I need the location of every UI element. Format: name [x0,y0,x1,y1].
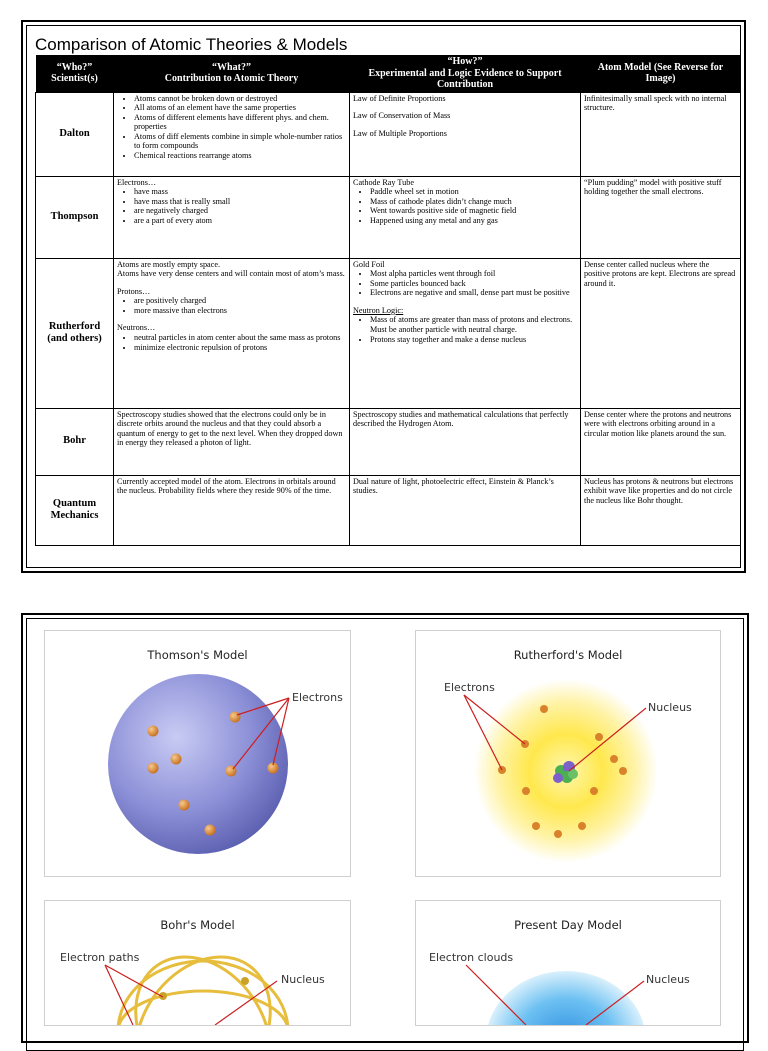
list-item: • are positively charged [134,296,346,306]
scientist-rutherford: Rutherford (and others) [36,258,114,408]
thompson-how: Cathode Ray Tube • Paddle wheel set in motion • Mass of cathode plates didn’t change much • Went towards positive side of magnetic field • Happened using any metal and any gas [350,176,581,258]
rutherford-model: Dense center called nucleus where the positive protons are kept. Electrons are spread around it. [581,258,741,408]
present-model-panel [415,900,721,1026]
list-item: • Most alpha particles went through foil [370,269,577,279]
list-item: • have mass [134,187,346,197]
present-electron-clouds-label: Electron clouds [429,951,514,964]
header-model: Atom Model (See Reverse for Image) [581,55,741,92]
rutherford-model-title: Rutherford's Model [513,648,623,662]
bohr-electron-paths-label: Electron paths [60,951,140,964]
list-item: • Happened using any metal and any gas [370,216,577,226]
list-item: • are a part of every atom [134,216,346,226]
bohr-how: Spectroscopy studies and mathematical calculations that perfectly described the Hydrogen Atom. [350,408,581,475]
electron-dot [179,800,190,811]
page-title: Comparison of Atomic Theories & Models [35,35,348,54]
rutherford-electrons-label: Electrons [444,681,495,694]
thompson-what: Electrons… • have mass • have mass that is really small • are negatively charged • are a part of every atom [114,176,350,258]
electron-dot [619,767,627,775]
list-item: • Electrons are negative and small, dense part must be positive [370,288,577,298]
list-item: • Atoms of different elements have different phys. and chem. properties [134,113,346,132]
present-model-illustration [416,901,720,1025]
table-row [36,176,741,258]
electron-dot [230,712,241,723]
table-row [36,408,741,475]
thomson-model-title: Thomson's Model [147,648,248,662]
table-row [36,258,741,408]
list-item: • Went towards positive side of magnetic field [370,206,577,216]
bohr-model-illustration [45,901,350,1025]
electron-dot [578,822,586,830]
bohr-what: Spectroscopy studies showed that the electrons could only be in discrete orbits around the nucleus and that they could absorb a quantum of energy to get to the next level. When they dropped down in energy they released a photon of light. [114,408,350,475]
positive-sphere [108,674,288,854]
table-row [36,92,741,176]
thompson-model: “Plum pudding” model with positive stuff holding together the small electrons. [581,176,741,258]
header-how: “How?” Experimental and Logic Evidence to Support Contribution [350,55,581,92]
scientist-quantum: Quantum Mechanics [36,475,114,545]
electron-dot [171,754,182,765]
bohr-model-title: Bohr's Model [160,918,235,932]
list-item: • more massive than electrons [134,306,346,316]
list-item: • All atoms of an element have the same properties [134,103,346,113]
electron-dot [595,733,603,741]
scientist-dalton: Dalton [36,92,114,176]
electron-dot [540,705,548,713]
comparison-table [35,55,741,546]
rutherford-model-panel [415,630,721,877]
list-item: • Paddle wheel set in motion [370,187,577,197]
list-item: • are negatively charged [134,206,346,216]
electron-dot [590,787,598,795]
quantum-model: Nucleus has protons & neutrons but electrons exhibit wave like properties and do not circle the nucleus like Bohr thought. [581,475,741,545]
electron-dot [148,726,159,737]
electron-dot [148,763,159,774]
scientist-bohr: Bohr [36,408,114,475]
bohr-model-panel [44,900,351,1026]
quantum-how: Dual nature of light, photoelectric effect, Einstein & Planck’s studies. [350,475,581,545]
thomson-model-panel [44,630,351,877]
electron-dot [532,822,540,830]
table-row [36,475,741,545]
present-model-title: Present Day Model [514,918,622,932]
list-item: • Protons stay together and make a dense nucleus [370,335,577,345]
scientist-thompson: Thompson [36,176,114,258]
electron-dot [610,755,618,763]
bohr-nucleus-label: Nucleus [281,973,325,986]
rutherford-what: Atoms are mostly empty space. Atoms have very dense centers and will contain most of atom’s mass. Protons… • are positively charged • more massive than electrons Neutrons… • neutral particles in atom center about the same mass as protons • minimize electronic repulsion of protons [114,258,350,408]
electron-dot [522,787,530,795]
electron-dot [554,830,562,838]
electron-dot [205,825,216,836]
table-header-row [36,55,741,92]
header-what: “What?” Contribution to Atomic Theory [114,55,350,92]
dalton-what [114,92,350,176]
neutron-logic-heading: Neutron Logic: [353,305,404,315]
dalton-model: Infinitesimally small speck with no internal structure. [581,92,741,176]
list-item: • neutral particles in atom center about the same mass as protons [134,333,346,343]
dalton-how: Law of Definite Proportions Law of Conservation of Mass Law of Multiple Proportions [350,92,581,176]
list-item: • Atoms of diff elements combine in simple whole-number ratios to form compounds [134,132,346,151]
quantum-what: Currently accepted model of the atom. Electrons in orbitals around the nucleus. Probability fields where they reside 90% of the time. [114,475,350,545]
present-nucleus-label: Nucleus [646,973,690,986]
list-item: • minimize electronic repulsion of protons [134,343,346,353]
thomson-model-illustration [45,631,350,876]
list-item: • Mass of atoms are greater than mass of protons and electrons. Must be another particle with neutral charge. [370,315,577,334]
list-item: • have mass that is really small [134,197,346,207]
electron-dot [241,977,249,985]
rutherford-how: Gold Foil • Most alpha particles went through foil • Some particles bounced back • Electrons are negative and small, dense part must be positive Neutron Logic: • Mass of atoms are greater than mass of protons and electrons. Must be another particle with neutral charge. • Protons stay together and make a dense nucleus [350,258,581,408]
list-item: • Atoms cannot be broken down or destroyed [134,94,346,104]
list-item: • Mass of cathode plates didn’t change much [370,197,577,207]
bohr-model: Dense center where the protons and neutrons were with electrons orbiting around in a circular motion like planets around the sun. [581,408,741,475]
list-item: • Some particles bounced back [370,279,577,289]
header-who: “Who?” Scientist(s) [36,55,114,92]
rutherford-model-illustration [416,631,720,876]
list-item: • Chemical reactions rearrange atoms [134,151,346,161]
thomson-electrons-label: Electrons [292,691,343,704]
rutherford-nucleus-label: Nucleus [648,701,692,714]
orbit-path [118,991,288,1025]
